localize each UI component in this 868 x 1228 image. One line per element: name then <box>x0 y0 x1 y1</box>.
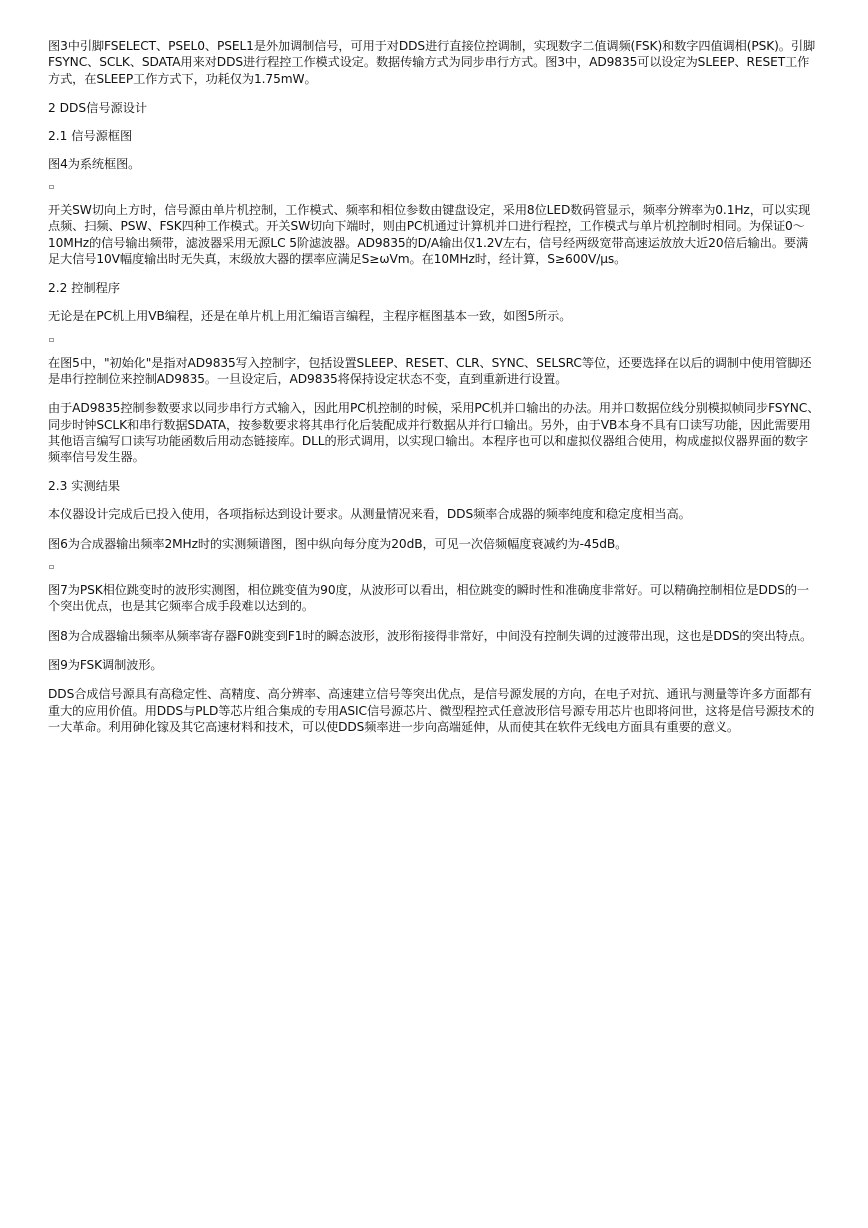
broken-image-figure5 <box>49 338 54 342</box>
paragraph-fsk-psk-pins: 图3中引脚FSELECT、PSEL0、PSEL1是外加调制信号，可用于对DDS进行直接位控调制，实现数字二值调频(FSK)和数字四值调相(PSK)。引脚FSYNC、SCLK、SDATA用来对DDS进行程控工作模式设定。数据传输方式为同步串行方式。图3中，AD9835可以设定为SLEEP、RESET工作方式，在SLEEP工作方式下，功耗仅为1.75mW。 <box>48 39 816 86</box>
paragraph-figure7-psk: 图7为PSK相位跳变时的波形实测图，相位跳变值为90度，从波形可以看出，相位跳变的瞬时性和准确度非常好。可以精确控制相位是DDS的一个突出优点，也是其它频率合成手段难以达到的。 <box>48 583 809 614</box>
broken-image-figure6 <box>49 565 54 569</box>
paragraph-figure9-fsk: 图9为FSK调制波形。 <box>48 657 163 672</box>
paragraph-results-summary: 本仪器设计完成后已投入使用，各项指标达到设计要求。从测量情况来看，DDS频率合成器的频率纯度和稳定度相当高。 <box>48 507 691 522</box>
subsection-heading-results: 2.3 实测结果 <box>48 479 121 494</box>
paragraph-switch-control: 开关SW切向上方时，信号源由单片机控制，工作模式、频率和相位参数由键盘设定，采用8位LED数码管显示，频率分辨率为0.1Hz，可以实现点频、扫频、PSW、FSK四种工作模式。开关SW切向下端时，则由PC机通过计算机并口进行程控，工作模式与单片机控制时相同。为保证0～10MHz的信号输出频带，滤波器采用无源LC 5阶滤波器。AD9835的D/A输出仅1.2V左右，信号经两级宽带高速运放放大近20倍后输出。要满足大信号10V幅度输出时无失真，末级放大器的摆率应满足S≥ωVm。在10MHz时，经计算，S≥600V/μs。 <box>48 203 811 267</box>
paragraph-figure8-transient: 图8为合成器输出频率从频率寄存器F0跳变到F1时的瞬态波形，波形衔接得非常好，中间没有控制失调的过渡带出现，这也是DDS的突出特点。 <box>48 628 813 643</box>
paragraph-serial-input: 由于AD9835控制参数要求以同步串行方式输入，因此用PC机控制的时候，采用PC机并口输出的办法。用并口数据位线分别模拟帧同步FSYNC、同步时钟SCLK和串行数据SDATA，按参数要求将其串行化后装配成并行数据从并行口输出。另外，由于VB本身不具有口读写功能，因此需要用其他语言编写口读写功能函数后用动态链接库。DLL的形式调用，以实现口输出。本程序也可以和虚拟仪器组合使用，构成虚拟仪器界面的数字频率信号发生器。 <box>48 401 820 465</box>
broken-image-figure4 <box>49 185 54 189</box>
paragraph-conclusion: DDS合成信号源具有高稳定性、高精度、高分辨率、高速建立信号等突出优点，是信号源发展的方向，在电子对抗、通讯与测量等许多方面都有重大的应用价值。用DDS与PLD等芯片组合集成的专用ASIC信号源芯片、微型程控式任意波形信号源专用芯片也即将问世，这将是信号源技术的一大革命。利用砷化镓及其它高速材料和技术，可以使DDS频率进一步向高端延伸，从而使其在软件无线电方面具有重要的意义。 <box>48 687 815 734</box>
paragraph-figure5-ref: 无论是在PC机上用VB编程，还是在单片机上用汇编语言编程，主程序框图基本一致，如图5所示。 <box>48 309 572 324</box>
paragraph-figure4-ref: 图4为系统框图。 <box>48 156 141 171</box>
section-heading-dds-design: 2 DDS信号源设计 <box>48 100 148 115</box>
paragraph-figure6-ref: 图6为合成器输出频率2MHz时的实测频谱图，图中纵向每分度为20dB，可见一次倍频幅度衰减约为-45dB。 <box>48 536 628 551</box>
article-body <box>48 38 820 748</box>
subsection-heading-block-diagram: 2.1 信号源框图 <box>48 128 133 143</box>
subsection-heading-control-program: 2.2 控制程序 <box>48 281 121 296</box>
paragraph-initialization: 在图5中，"初始化"是指对AD9835写入控制字，包括设置SLEEP、RESET、CLR、SYNC、SELSRC等位，还要选择在以后的调制中使用管脚还是串行控制位来控制AD9835。一旦设定后，AD9835将保持设定状态不变，直到重新进行设置。 <box>48 355 812 386</box>
